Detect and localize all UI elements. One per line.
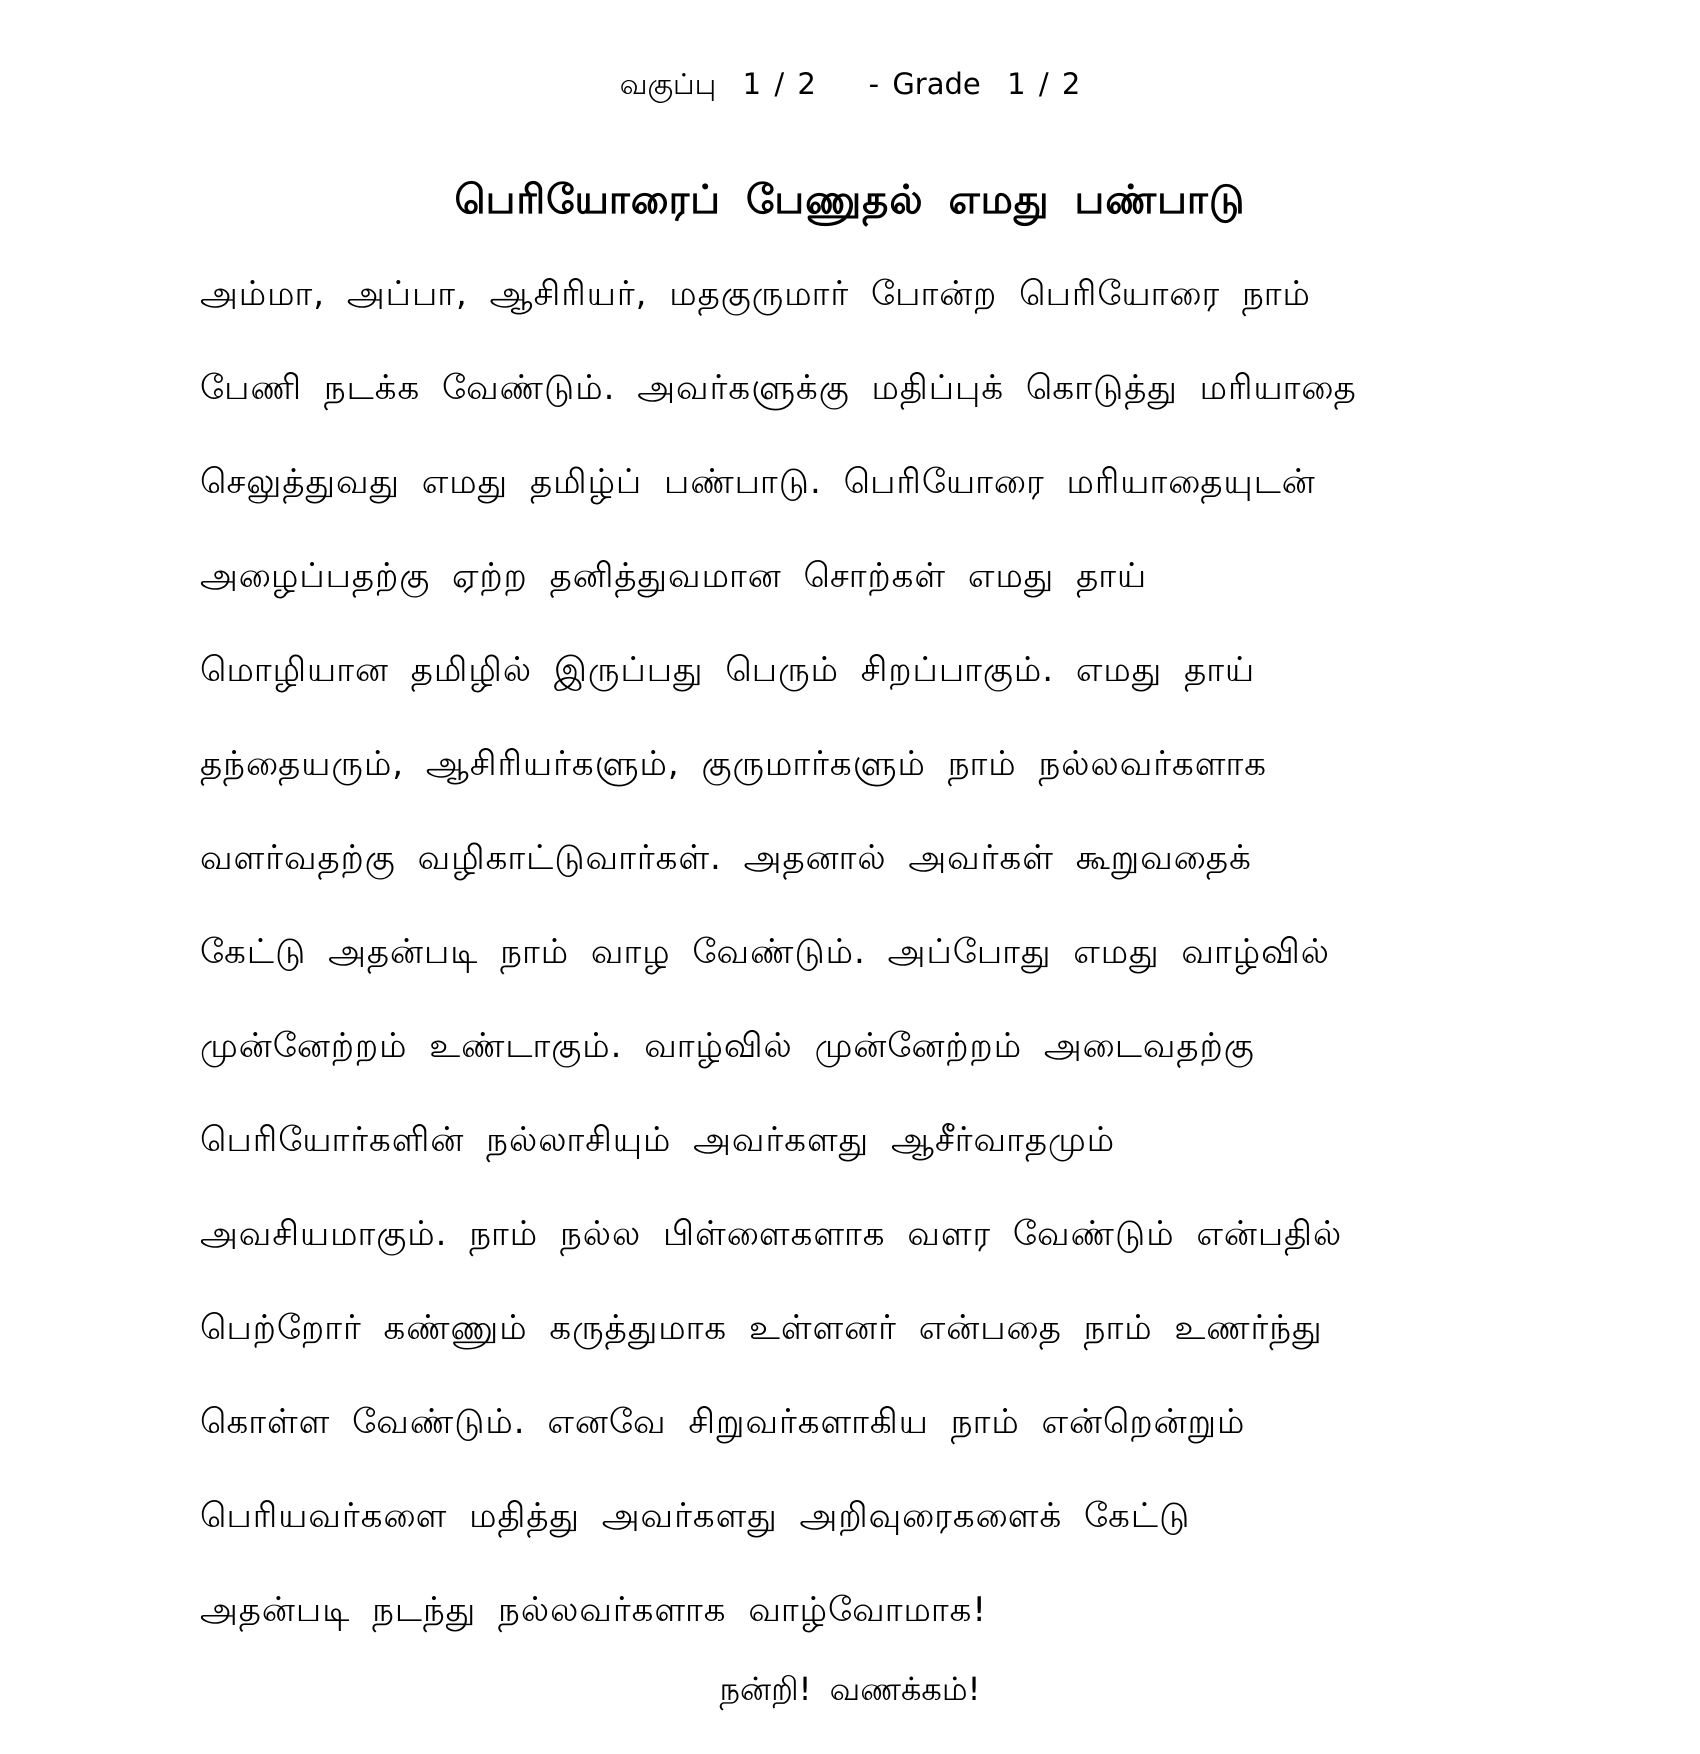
grade-header: வகுப்பு 1 / 2 - Grade 1 / 2	[619, 67, 1081, 101]
body-line: பெரியோர்களின் நல்லாசியும் அவர்களது ஆசீர்வாதமும்	[200, 1120, 1116, 1160]
body-line: அதன்படி நடந்து நல்லவர்களாக வாழ்வோமாக!	[200, 1590, 987, 1630]
body-line: முன்னேற்றம் உண்டாகும். வாழ்வில் முன்னேற்றம் அடைவதற்கு	[200, 1026, 1255, 1066]
body-paragraph	[200, 272, 1500, 1682]
body-line: அழைப்பதற்கு ஏற்ற தனித்துவமான சொற்கள் எமது தாய்	[200, 556, 1148, 596]
body-line: அவசியமாகும். நாம் நல்ல பிள்ளைகளாக வளர வேண்டும் என்பதில்	[200, 1214, 1343, 1254]
closing-greeting: நன்றி! வணக்கம்!	[719, 1670, 981, 1708]
body-line: தந்தையரும், ஆசிரியர்களும், குருமார்களும் நாம் நல்லவர்களாக	[200, 744, 1267, 784]
body-line: பேணி நடக்க வேண்டும். அவர்களுக்கு மதிப்புக் கொடுத்து மரியாதை	[200, 368, 1357, 408]
body-line: செலுத்துவது எமது தமிழ்ப் பண்பாடு. பெரியோரை மரியாதையுடன்	[200, 462, 1316, 502]
body-line: வளர்வதற்கு வழிகாட்டுவார்கள். அதனால் அவர்கள் கூறுவதைக்	[200, 838, 1252, 878]
body-line: மொழியான தமிழில் இருப்பது பெரும் சிறப்பாகும். எமது தாய்	[200, 650, 1256, 690]
body-line: அம்மா, அப்பா, ஆசிரியர், மதகுருமார் போன்ற பெரியோரை நாம்	[200, 274, 1311, 314]
page-title: பெரியோரைப் பேணுதல் எமது பண்பாடு	[454, 177, 1246, 223]
body-line: பெரியவர்களை மதித்து அவர்களது அறிவுரைகளைக் கேட்டு	[200, 1496, 1191, 1536]
body-line: பெற்றோர் கண்ணும் கருத்துமாக உள்ளனர் என்பதை நாம் உணர்ந்து	[200, 1308, 1323, 1348]
body-line: கொள்ள வேண்டும். எனவே சிறுவர்களாகிய நாம் என்றென்றும்	[200, 1402, 1246, 1442]
body-line: கேட்டு அதன்படி நாம் வாழ வேண்டும். அப்போது எமது வாழ்வில்	[200, 932, 1330, 972]
